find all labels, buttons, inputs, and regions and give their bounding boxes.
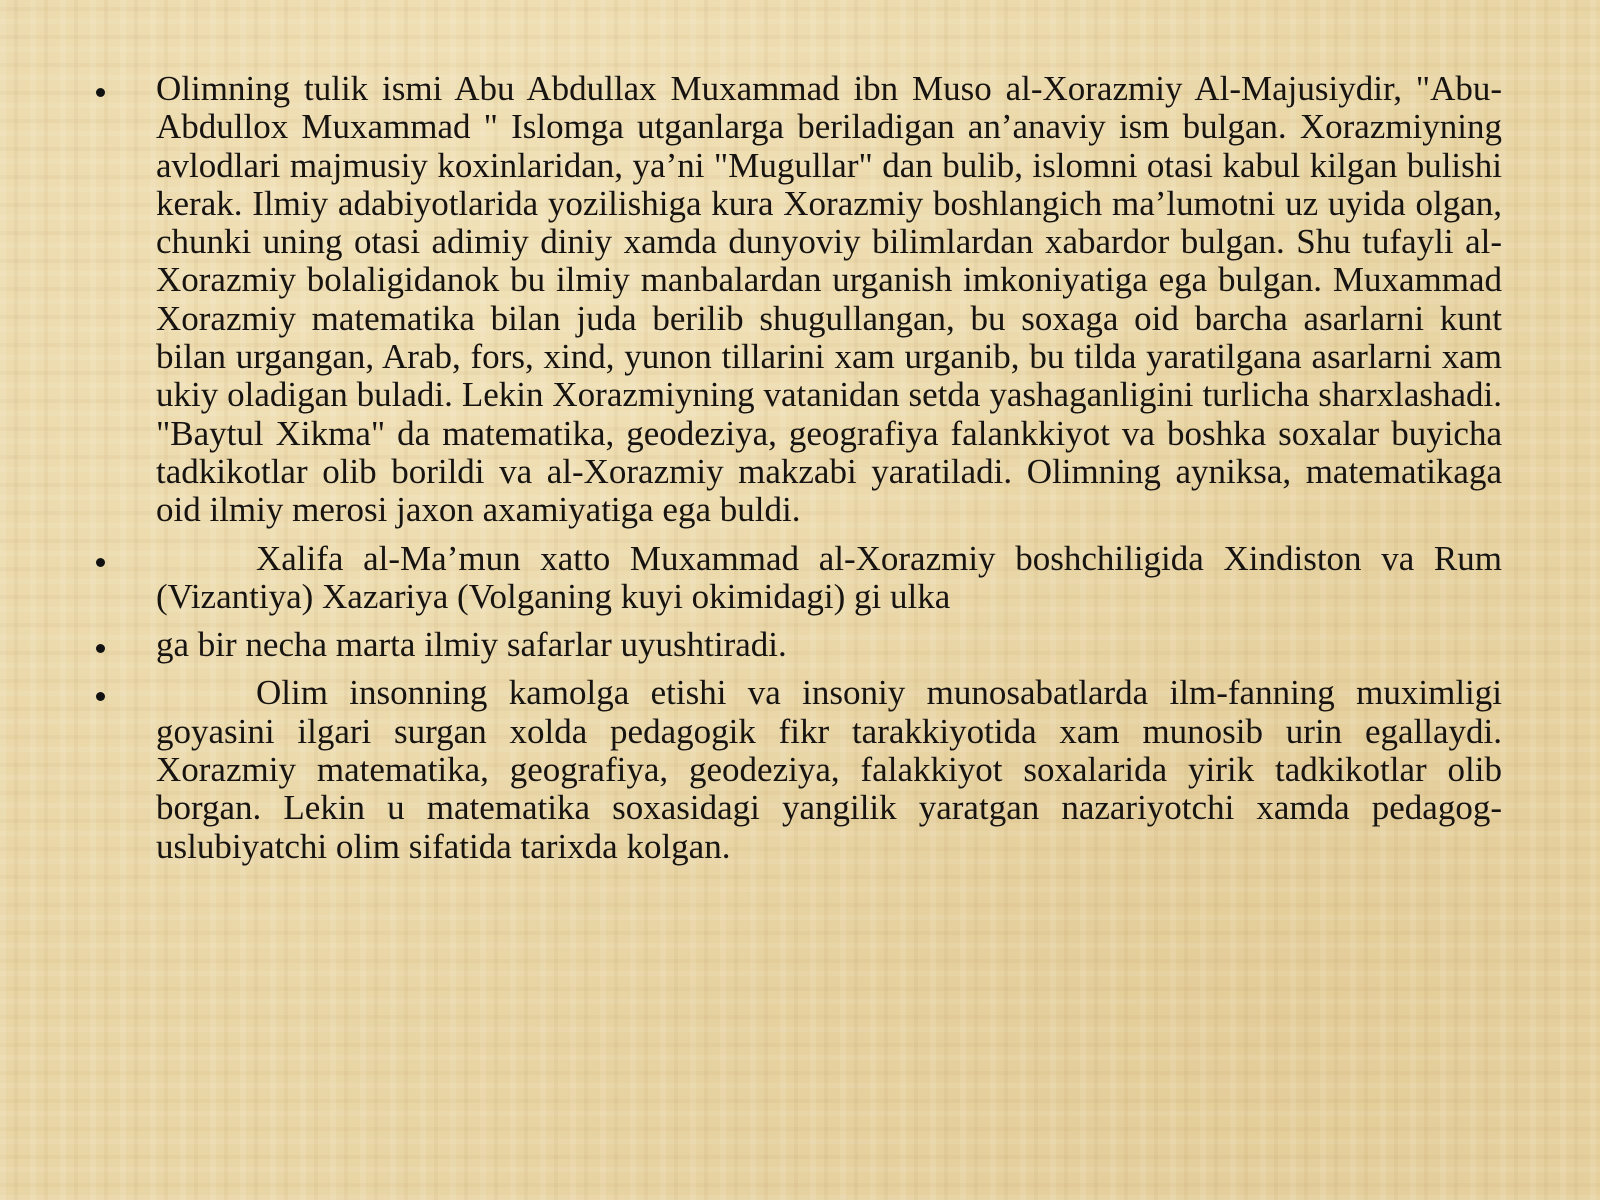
bullet-dot-icon bbox=[96, 558, 105, 567]
slide-content bbox=[92, 70, 1502, 876]
bullet-list bbox=[92, 70, 1502, 866]
bullet-dot-icon bbox=[96, 644, 105, 653]
bullet-dot-icon bbox=[96, 88, 105, 97]
bullet-text-pedagogy: Olim insonning kamolga etishi va insoniy munosabatlarda ilm-fanning muximligi goyasini ilgari surgan xolda pedagogik fikr tarakkiyotida xam munosib urin egallaydi. Xorazmiy matematika, geografiya, geodeziya, falakkiyot soxalarida yirik tadkikotlar olib borgan. Lekin u matematika soxasidagi yangilik yaratgan nazariyotchi xamda pedagog-uslubiyatchi olim sifatida tarixda kolgan. bbox=[156, 673, 1502, 866]
bullet-item-biography bbox=[92, 70, 1502, 530]
bullet-text-safarlar: ga bir necha marta ilmiy safarlar uyushtiradi. bbox=[156, 625, 787, 665]
bullet-item-safarlar bbox=[92, 626, 1502, 664]
bullet-text-expeditions: Xalifa al-Ma’mun xatto Muxammad al-Xorazmiy boshchiligida Xindiston va Rum (Vizantiya) Xazariya (Volganing kuyi okimidagi) gi ulka bbox=[156, 538, 1502, 616]
bullet-text-biography: Olimning tulik ismi Abu Abdullax Muxammad ibn Muso al-Xorazmiy Al-Majusiydir, "Abu-Abdullox Muxammad " Islomga utganlarga beriladigan an’anaviy ism bulgan. Xorazmiyning avlodlari majmusiy koxinlaridan, ya’ni "Mugullar" dan bulib, islomni otasi kabul kilgan bulishi kerak. Ilmiy adabiyotlarida yozilishiga kura Xorazmiy boshlangich ma’lumotni uz uyida olgan, chunki uning otasi adimiy diniy xamda dunyoviy bilimlardan xabardor bulgan. Shu tufayli al-Xorazmiy bolaligidanok bu ilmiy manbalardan urganish imkoniyatiga ega bulgan. Muxammad Xorazmiy matematika bilan juda berilib shugullangan, bu soxaga oid barcha asarlarni kunt bilan urgangan, Arab, fors, xind, yunon tillarini xam urganib, bu tilda yaratilgana asarlarni xam ukiy oladigan buladi. Lekin Xorazmiyning vatanidan setda yashaganligini turlicha sharxlashadi. "Baytul Xikma" da matematika, geodeziya, geografiya falankkiyot va boshka soxalar buyicha tadkikotlar olib borildi va al-Xorazmiy makzabi yaratiladi. Olimning ayniksa, matematikaga oid ilmiy merosi jaxon axamiyatiga ega buldi. bbox=[156, 69, 1502, 530]
bullet-dot-icon bbox=[96, 692, 105, 701]
bullet-item-expeditions bbox=[92, 540, 1502, 617]
bullet-item-pedagogy bbox=[92, 674, 1502, 865]
